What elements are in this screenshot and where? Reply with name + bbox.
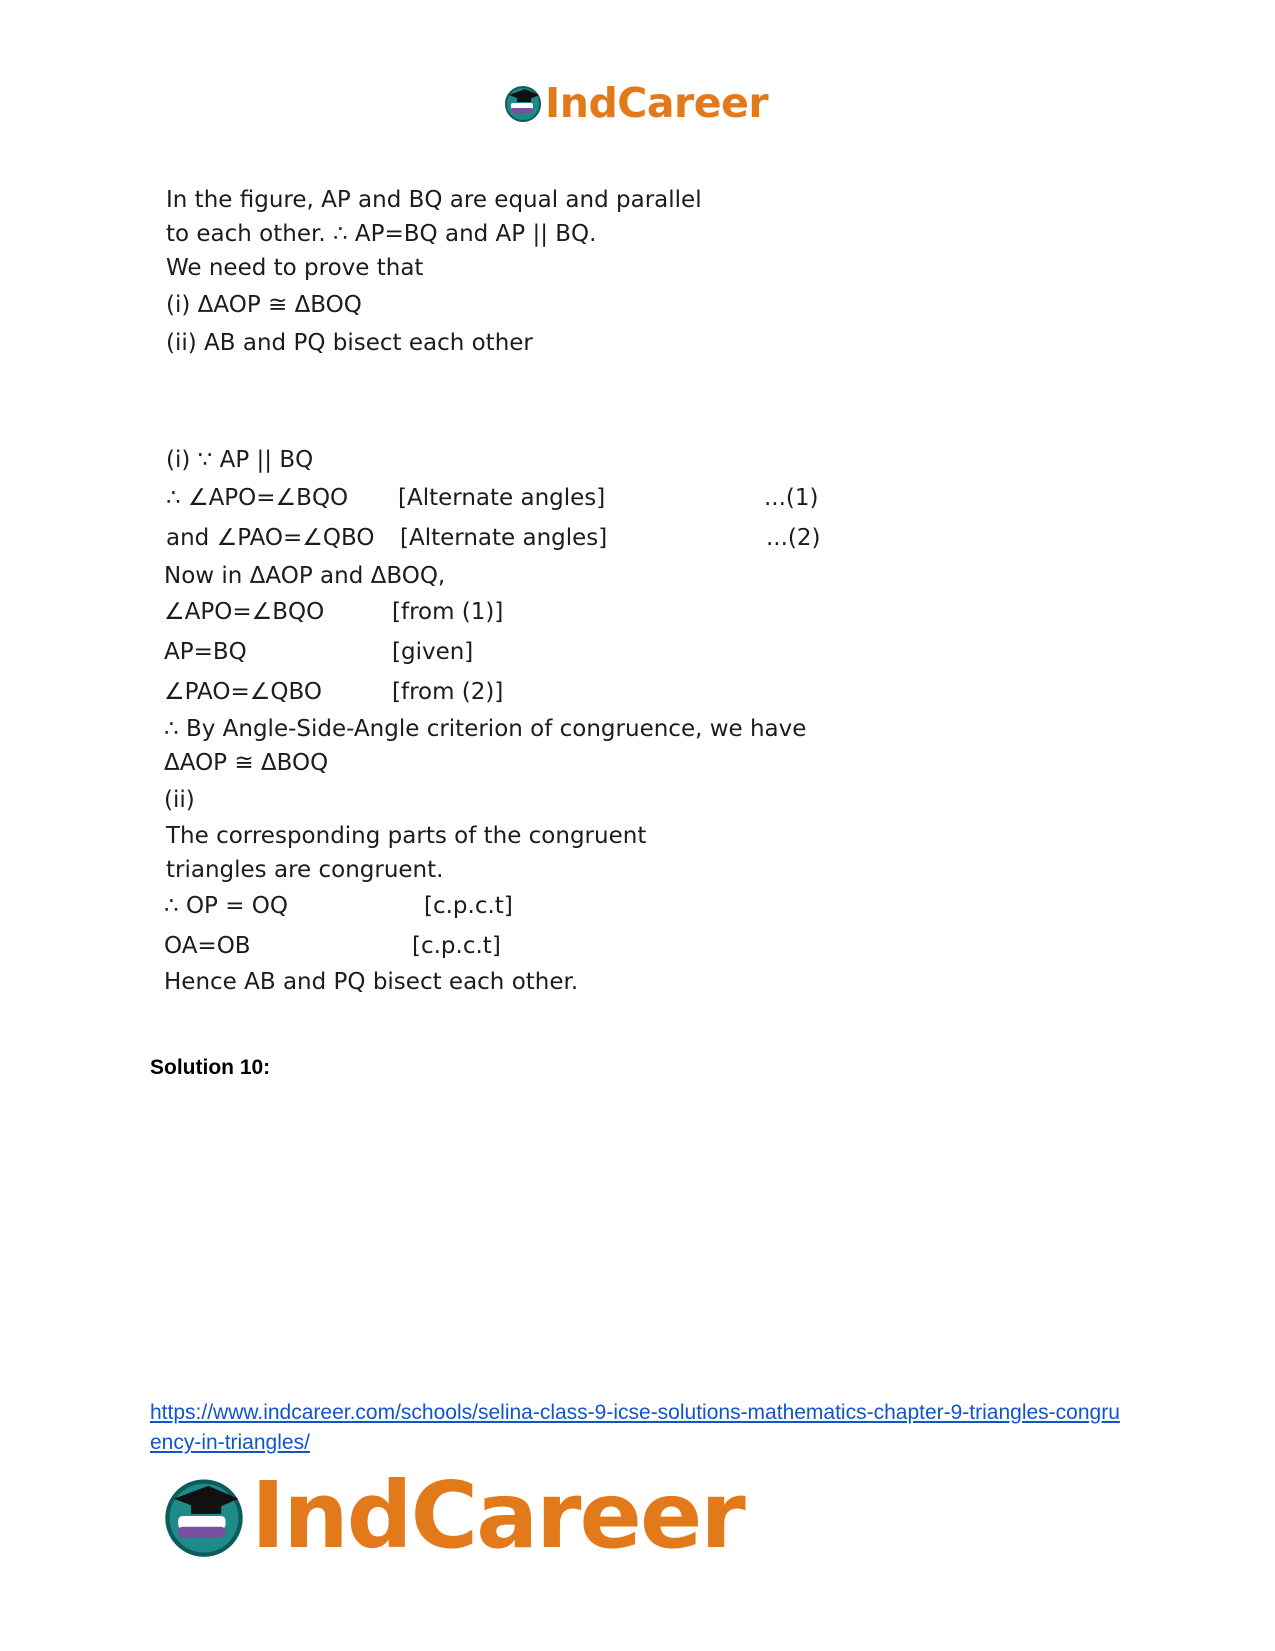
step6-reason: [c.p.c.t] [424, 893, 513, 919]
part-ii-label: (ii) [164, 787, 195, 813]
intro-line-4: (i) ΔAOP ≅ ΔBOQ [166, 292, 362, 318]
solution-heading: Solution 10: [150, 1056, 271, 1079]
step1-statement: ∴ ∠APO=∠BQO [166, 485, 349, 511]
step5-statement: ∠PAO=∠QBO [164, 679, 322, 705]
cpct-line-1: The corresponding parts of the congruent [166, 823, 647, 849]
step1-reason: [Alternate angles] [398, 485, 606, 511]
part-i-label: (i) ∵ AP || BQ [166, 447, 314, 473]
intro-line-1: In the figure, AP and BQ are equal and parallel [166, 187, 702, 213]
asa-line: ∴ By Angle-Side-Angle criterion of congruence, we have [164, 716, 807, 742]
hence-line: Hence AB and PQ bisect each other. [164, 969, 579, 995]
graduation-cap-book-icon [161, 1473, 247, 1559]
intro-line-2: to each other. ∴ AP=BQ and AP || BQ. [166, 221, 597, 247]
intro-line-5: (ii) AB and PQ bisect each other [166, 330, 533, 356]
step4-reason: [given] [392, 639, 474, 665]
graduation-cap-book-icon [503, 83, 543, 123]
conclusion-i: ΔAOP ≅ ΔBOQ [164, 750, 329, 776]
step3-reason: [from (1)] [392, 599, 504, 625]
intro-line-3: We need to prove that [166, 255, 424, 281]
step7-statement: OA=OB [164, 933, 251, 959]
step2-ref: ...(2) [766, 525, 821, 551]
step5-reason: [from (2)] [392, 679, 504, 705]
now-in-line: Now in ΔAOP and ΔBOQ, [164, 563, 446, 589]
step2-reason: [Alternate angles] [400, 525, 608, 551]
header-logo-text: IndCareer [545, 79, 769, 127]
footer-url-link[interactable]: https://www.indcareer.com/schools/selina-class-9-icse-solutions-mathematics-chapter-9-triangles-congruency-in-triangles/ [150, 1401, 1120, 1454]
footer-logo-text: IndCareer [251, 1462, 744, 1569]
step4-statement: AP=BQ [164, 639, 247, 665]
cpct-line-2: triangles are congruent. [166, 857, 444, 883]
step1-ref: ...(1) [764, 485, 819, 511]
footer-logo [161, 1462, 744, 1569]
step2-statement: and ∠PAO=∠QBO [166, 525, 375, 551]
step7-reason: [c.p.c.t] [412, 933, 501, 959]
header-logo [503, 80, 768, 126]
step3-statement: ∠APO=∠BQO [164, 599, 325, 625]
step6-statement: ∴ OP = OQ [164, 893, 289, 919]
